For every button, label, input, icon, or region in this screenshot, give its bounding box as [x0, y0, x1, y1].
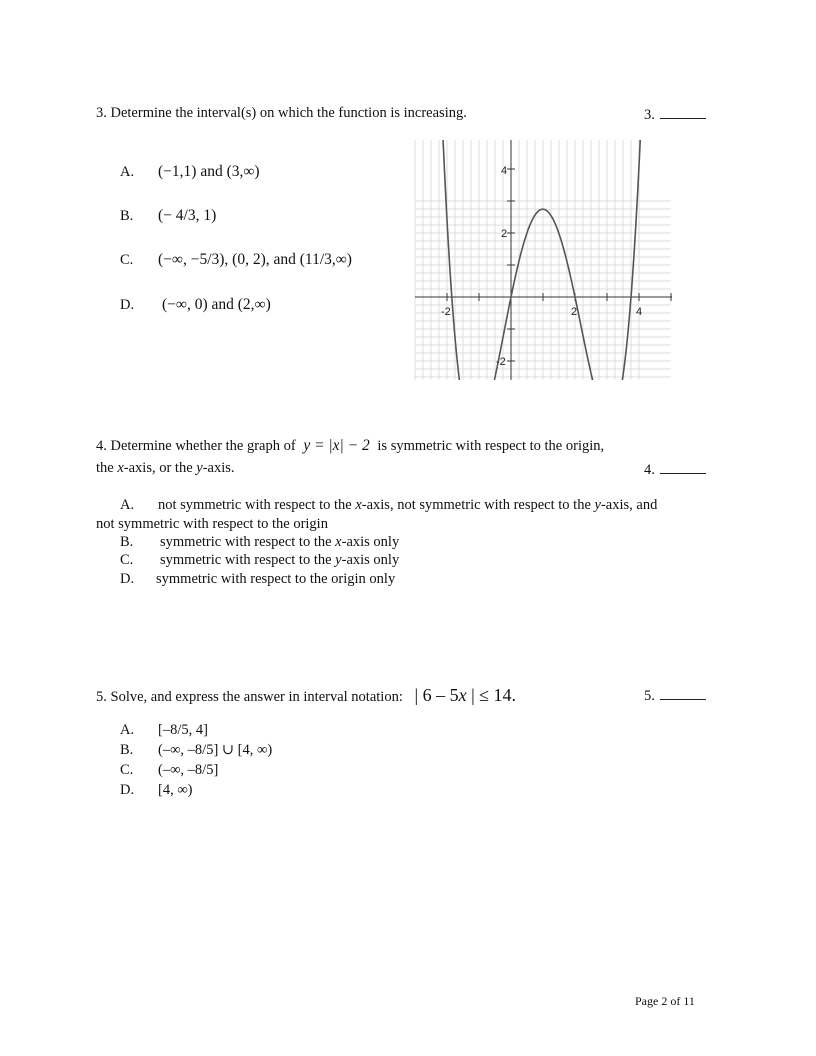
option-letter: D.: [120, 571, 135, 587]
q4-text: the: [96, 460, 118, 476]
q3-option-a[interactable]: [120, 163, 260, 181]
page-number: Page 2 of 11: [635, 994, 695, 1008]
option-text: y: [594, 497, 601, 513]
q5-inequality-part: | ≤ 14.: [466, 685, 517, 705]
option-text: symmetric with respect to the: [160, 552, 336, 568]
q4-text: x: [117, 460, 124, 476]
option-text: symmetric with respect to the origin only: [156, 571, 396, 587]
q3-option-b[interactable]: [120, 207, 216, 225]
x-tick-label: 4: [636, 306, 643, 318]
option-text: (−∞, 0) and (2,∞): [162, 296, 271, 313]
option-text: y: [335, 552, 342, 568]
q4-prompt-line1: [96, 437, 604, 455]
function-graph: [412, 140, 674, 380]
q3-answer-blank[interactable]: [644, 105, 706, 124]
option-text: [–8/5, 4]: [158, 722, 208, 738]
option-text: x: [355, 497, 362, 513]
x-tick-label: 2: [571, 306, 578, 318]
q5-prompt: [96, 685, 516, 706]
q5-inequality: [414, 685, 516, 705]
option-text: (–∞, –8/5] ∪ [4, ∞): [158, 742, 273, 758]
option-text: -axis, not symmetric with respect to the: [361, 497, 595, 513]
q5-option-c[interactable]: [120, 762, 218, 779]
option-letter: A.: [120, 164, 135, 180]
q5-answer-blank[interactable]: [644, 686, 706, 705]
q4-equation: y = |x| − 2: [303, 437, 370, 454]
option-text: -axis only: [341, 552, 400, 568]
q4-text: -axis, or the: [123, 460, 197, 476]
y-tick-label: -2: [496, 356, 506, 368]
q5-inequality-part: | 6 – 5: [414, 685, 459, 705]
y-tick-label: 2: [501, 228, 508, 240]
option-text: (−∞, −5/3), (0, 2), and (11/3,∞): [158, 251, 352, 268]
option-letter: D.: [120, 782, 135, 798]
y-tick-label: 4: [501, 165, 508, 177]
q5-inequality-part: x: [458, 685, 467, 705]
q4-answer-label: 4.: [644, 462, 655, 478]
q4-prompt-text: is symmetric with respect to the origin,: [377, 438, 605, 454]
option-text: not symmetric with respect to the: [158, 497, 356, 513]
q5-option-d[interactable]: [120, 782, 193, 799]
q4-text: -axis.: [202, 460, 235, 476]
option-letter: D.: [120, 297, 135, 313]
option-letter: A.: [120, 497, 135, 513]
q5-answer-label: 5.: [644, 688, 655, 704]
option-text: (–∞, –8/5]: [158, 762, 219, 778]
q4-option-a-continued: not symmetric with respect to the origin: [96, 516, 328, 532]
q4-option-c[interactable]: [120, 552, 399, 569]
option-letter: C.: [120, 762, 134, 778]
q4-prompt-text: 4. Determine whether the graph of: [96, 438, 296, 454]
option-letter: B.: [120, 534, 134, 550]
option-text: [4, ∞): [158, 782, 193, 798]
option-text: symmetric with respect to the: [160, 534, 336, 550]
x-tick-label: -2: [441, 306, 451, 318]
option-text: -axis only: [341, 534, 400, 550]
q3-prompt: 3. Determine the interval(s) on which the function is increasing.: [96, 105, 467, 121]
q4-option-a[interactable]: [120, 497, 657, 514]
q4-option-b[interactable]: [120, 534, 399, 551]
option-text: x: [335, 534, 342, 550]
q3-option-c[interactable]: [120, 251, 352, 269]
option-letter: C.: [120, 252, 134, 268]
q4-text: y: [196, 460, 203, 476]
q4-option-d[interactable]: [120, 571, 395, 588]
option-letter: B.: [120, 208, 134, 224]
option-letter: A.: [120, 722, 135, 738]
option-text: (− 4/3, 1): [158, 207, 217, 224]
q3-option-d[interactable]: [120, 296, 271, 314]
option-letter: B.: [120, 742, 134, 758]
option-letter: C.: [120, 552, 134, 568]
option-text: (−1,1) and (3,∞): [158, 163, 260, 180]
q4-answer-blank[interactable]: [644, 460, 706, 479]
q5-option-a[interactable]: [120, 722, 208, 739]
q4-prompt-line2: [96, 460, 235, 477]
q3-answer-label: 3.: [644, 107, 655, 123]
q5-prompt-text: 5. Solve, and express the answer in interval notation:: [96, 689, 403, 705]
q5-option-b[interactable]: [120, 742, 272, 759]
option-text: -axis, and: [600, 497, 658, 513]
